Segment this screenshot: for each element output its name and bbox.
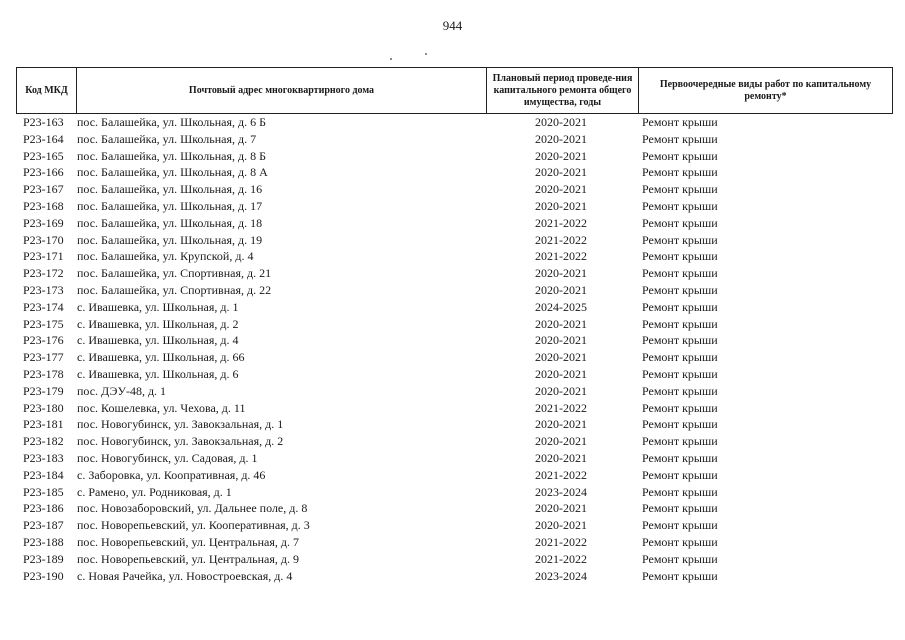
cell-code: Р23-178 xyxy=(23,366,64,381)
cell-work: Ремонт крыши xyxy=(642,198,718,213)
cell-work: Ремонт крыши xyxy=(642,148,718,163)
cell-period: 2020-2021 xyxy=(535,350,587,365)
cell-code: Р23-190 xyxy=(23,568,64,583)
scan-speck xyxy=(425,53,427,55)
table-row xyxy=(16,282,892,299)
cell-address: пос. Балашейка, ул. Школьная, д. 6 Б xyxy=(77,115,266,129)
cell-work: Ремонт крыши xyxy=(642,333,718,348)
cell-work: Ремонт крыши xyxy=(642,568,718,583)
cell-period: 2020-2021 xyxy=(535,501,587,516)
table-row xyxy=(16,450,892,467)
cell-period: 2021-2022 xyxy=(535,249,587,264)
cell-work: Ремонт крыши xyxy=(642,501,718,516)
cell-period: 2023-2024 xyxy=(535,568,587,583)
cell-address: пос. Новорепьевский, ул. Центральная, д. 7 xyxy=(77,534,299,549)
cell-period: 2020-2021 xyxy=(535,131,587,146)
table-row xyxy=(16,534,892,551)
cell-address: пос. Новогубинск, ул. Завокзальная, д. 2 xyxy=(77,434,284,449)
table-row xyxy=(16,181,892,198)
cell-work: Ремонт крыши xyxy=(642,484,718,499)
cell-address: пос. Балашейка, ул. Спортивная, д. 22 xyxy=(77,282,272,297)
cell-period: 2020-2021 xyxy=(535,282,587,297)
header-period: Плановый период проведе-ния капитального ремонта общего имущества, годы xyxy=(487,68,639,114)
table-row xyxy=(16,265,892,282)
cell-code: Р23-171 xyxy=(23,249,64,264)
cell-address: пос. Балашейка, ул. Спортивная, д. 21 xyxy=(77,266,272,281)
cell-code: Р23-187 xyxy=(23,518,64,533)
cell-address: пос. ДЭУ-48, д. 1 xyxy=(77,383,167,398)
cell-code: Р23-177 xyxy=(23,350,64,365)
cell-work: Ремонт крыши xyxy=(642,434,718,449)
cell-address: пос. Балашейка, ул. Школьная, д. 7 xyxy=(77,131,257,146)
cell-code: Р23-163 xyxy=(23,115,64,129)
cell-period: 2020-2021 xyxy=(535,450,587,465)
cell-address: с. Ивашевка, ул. Школьная, д. 66 xyxy=(77,350,245,365)
cell-address: с. Рамено, ул. Родниковая, д. 1 xyxy=(77,484,232,499)
cell-period: 2020-2021 xyxy=(535,148,587,163)
cell-address: пос. Балашейка, ул. Школьная, д. 19 xyxy=(77,232,263,247)
cell-work: Ремонт крыши xyxy=(642,366,718,381)
cell-address: пос. Балашейка, ул. Школьная, д. 18 xyxy=(77,215,263,230)
cell-period: 2020-2021 xyxy=(535,115,587,129)
cell-address: с. Ивашевка, ул. Школьная, д. 6 xyxy=(77,366,239,381)
table-row xyxy=(16,114,892,131)
cell-work: Ремонт крыши xyxy=(642,182,718,197)
cell-code: Р23-168 xyxy=(23,198,64,213)
cell-work: Ремонт крыши xyxy=(642,316,718,331)
cell-work: Ремонт крыши xyxy=(642,299,718,314)
cell-work: Ремонт крыши xyxy=(642,131,718,146)
cell-period: 2023-2024 xyxy=(535,484,587,499)
cell-code: Р23-174 xyxy=(23,299,64,314)
cell-work: Ремонт крыши xyxy=(642,215,718,230)
table-row xyxy=(16,131,892,148)
cell-address: пос. Балашейка, ул. Крупской, д. 4 xyxy=(77,249,254,264)
cell-code: Р23-181 xyxy=(23,417,64,432)
cell-code: Р23-189 xyxy=(23,551,64,566)
cell-work: Ремонт крыши xyxy=(642,400,718,415)
cell-address: с. Заборовка, ул. Коопративная, д. 46 xyxy=(77,467,266,482)
cell-work: Ремонт крыши xyxy=(642,518,718,533)
cell-period: 2020-2021 xyxy=(535,266,587,281)
table-body xyxy=(16,114,892,584)
cell-address: пос. Новогубинск, ул. Завокзальная, д. 1 xyxy=(77,417,284,432)
cell-work: Ремонт крыши xyxy=(642,534,718,549)
cell-period: 2020-2021 xyxy=(535,333,587,348)
table-row xyxy=(16,248,892,265)
cell-work: Ремонт крыши xyxy=(642,115,718,129)
cell-code: Р23-179 xyxy=(23,383,64,398)
table-header xyxy=(16,67,893,114)
cell-period: 2021-2022 xyxy=(535,534,587,549)
table-row xyxy=(16,148,892,165)
cell-address: с. Ивашевка, ул. Школьная, д. 4 xyxy=(77,333,239,348)
cell-work: Ремонт крыши xyxy=(642,232,718,247)
cell-address: пос. Новорепьевский, ул. Центральная, д. 9 xyxy=(77,551,299,566)
header-code: Код МКД xyxy=(17,68,77,114)
cell-code: Р23-184 xyxy=(23,467,64,482)
cell-code: Р23-170 xyxy=(23,232,64,247)
cell-period: 2021-2022 xyxy=(535,551,587,566)
cell-code: Р23-166 xyxy=(23,165,64,180)
table-row xyxy=(16,484,892,501)
cell-address: пос. Новогубинск, ул. Садовая, д. 1 xyxy=(77,450,258,465)
table-row xyxy=(16,332,892,349)
table-row xyxy=(16,215,892,232)
cell-address: пос. Балашейка, ул. Школьная, д. 16 xyxy=(77,182,263,197)
table-row xyxy=(16,366,892,383)
table-row xyxy=(16,517,892,534)
cell-code: Р23-175 xyxy=(23,316,64,331)
cell-address: с. Ивашевка, ул. Школьная, д. 1 xyxy=(77,299,239,314)
cell-address: пос. Новозаборовский, ул. Дальнее поле, д. 8 xyxy=(77,501,308,516)
cell-period: 2020-2021 xyxy=(535,518,587,533)
cell-work: Ремонт крыши xyxy=(642,165,718,180)
page-number: 944 xyxy=(442,18,463,33)
header-works: Первоочередные виды работ по капитальному ремонту* xyxy=(639,68,893,114)
cell-period: 2020-2021 xyxy=(535,366,587,381)
cell-period: 2020-2021 xyxy=(535,316,587,331)
cell-work: Ремонт крыши xyxy=(642,249,718,264)
table-row xyxy=(16,400,892,417)
cell-period: 2020-2021 xyxy=(535,182,587,197)
table-row xyxy=(16,316,892,333)
table-row xyxy=(16,467,892,484)
cell-address: пос. Новорепьевский, ул. Кооперативная, д. 3 xyxy=(77,518,310,533)
cell-address: с. Новая Рачейка, ул. Новостроевская, д. 4 xyxy=(77,568,293,583)
table-row xyxy=(16,198,892,215)
cell-period: 2020-2021 xyxy=(535,198,587,213)
cell-period: 2021-2022 xyxy=(535,232,587,247)
cell-address: с. Ивашевка, ул. Школьная, д. 2 xyxy=(77,316,239,331)
cell-code: Р23-183 xyxy=(23,450,64,465)
table-row xyxy=(16,232,892,249)
cell-work: Ремонт крыши xyxy=(642,450,718,465)
table-row xyxy=(16,568,892,585)
table-row xyxy=(16,349,892,366)
cell-period: 2021-2022 xyxy=(535,215,587,230)
header-address: Почтовый адрес многоквартирного дома xyxy=(77,68,487,114)
cell-code: Р23-167 xyxy=(23,182,64,197)
table-row xyxy=(16,383,892,400)
scan-speck xyxy=(390,58,392,60)
cell-code: Р23-180 xyxy=(23,400,64,415)
cell-code: Р23-164 xyxy=(23,131,64,146)
cell-code: Р23-165 xyxy=(23,148,64,163)
cell-period: 2021-2022 xyxy=(535,400,587,415)
table-row xyxy=(16,433,892,450)
table-row xyxy=(16,500,892,517)
cell-code: Р23-169 xyxy=(23,215,64,230)
cell-work: Ремонт крыши xyxy=(642,467,718,482)
cell-address: пос. Балашейка, ул. Школьная, д. 8 А xyxy=(77,165,268,180)
cell-address: пос. Балашейка, ул. Школьная, д. 17 xyxy=(77,198,263,213)
cell-work: Ремонт крыши xyxy=(642,551,718,566)
cell-period: 2021-2022 xyxy=(535,467,587,482)
cell-code: Р23-172 xyxy=(23,266,64,281)
cell-period: 2020-2021 xyxy=(535,383,587,398)
cell-code: Р23-173 xyxy=(23,282,64,297)
cell-period: 2020-2021 xyxy=(535,165,587,180)
table-row xyxy=(16,164,892,181)
cell-code: Р23-186 xyxy=(23,501,64,516)
cell-code: Р23-176 xyxy=(23,333,64,348)
cell-period: 2020-2021 xyxy=(535,417,587,432)
cell-address: пос. Кошелевка, ул. Чехова, д. 11 xyxy=(77,400,246,415)
cell-code: Р23-185 xyxy=(23,484,64,499)
cell-work: Ремонт крыши xyxy=(642,417,718,432)
cell-work: Ремонт крыши xyxy=(642,282,718,297)
cell-work: Ремонт крыши xyxy=(642,350,718,365)
cell-code: Р23-188 xyxy=(23,534,64,549)
table-row xyxy=(16,299,892,316)
cell-work: Ремонт крыши xyxy=(642,383,718,398)
cell-code: Р23-182 xyxy=(23,434,64,449)
cell-work: Ремонт крыши xyxy=(642,266,718,281)
cell-period: 2024-2025 xyxy=(535,299,587,314)
cell-address: пос. Балашейка, ул. Школьная, д. 8 Б xyxy=(77,148,266,163)
table-row xyxy=(16,416,892,433)
table-row xyxy=(16,551,892,568)
cell-period: 2020-2021 xyxy=(535,434,587,449)
